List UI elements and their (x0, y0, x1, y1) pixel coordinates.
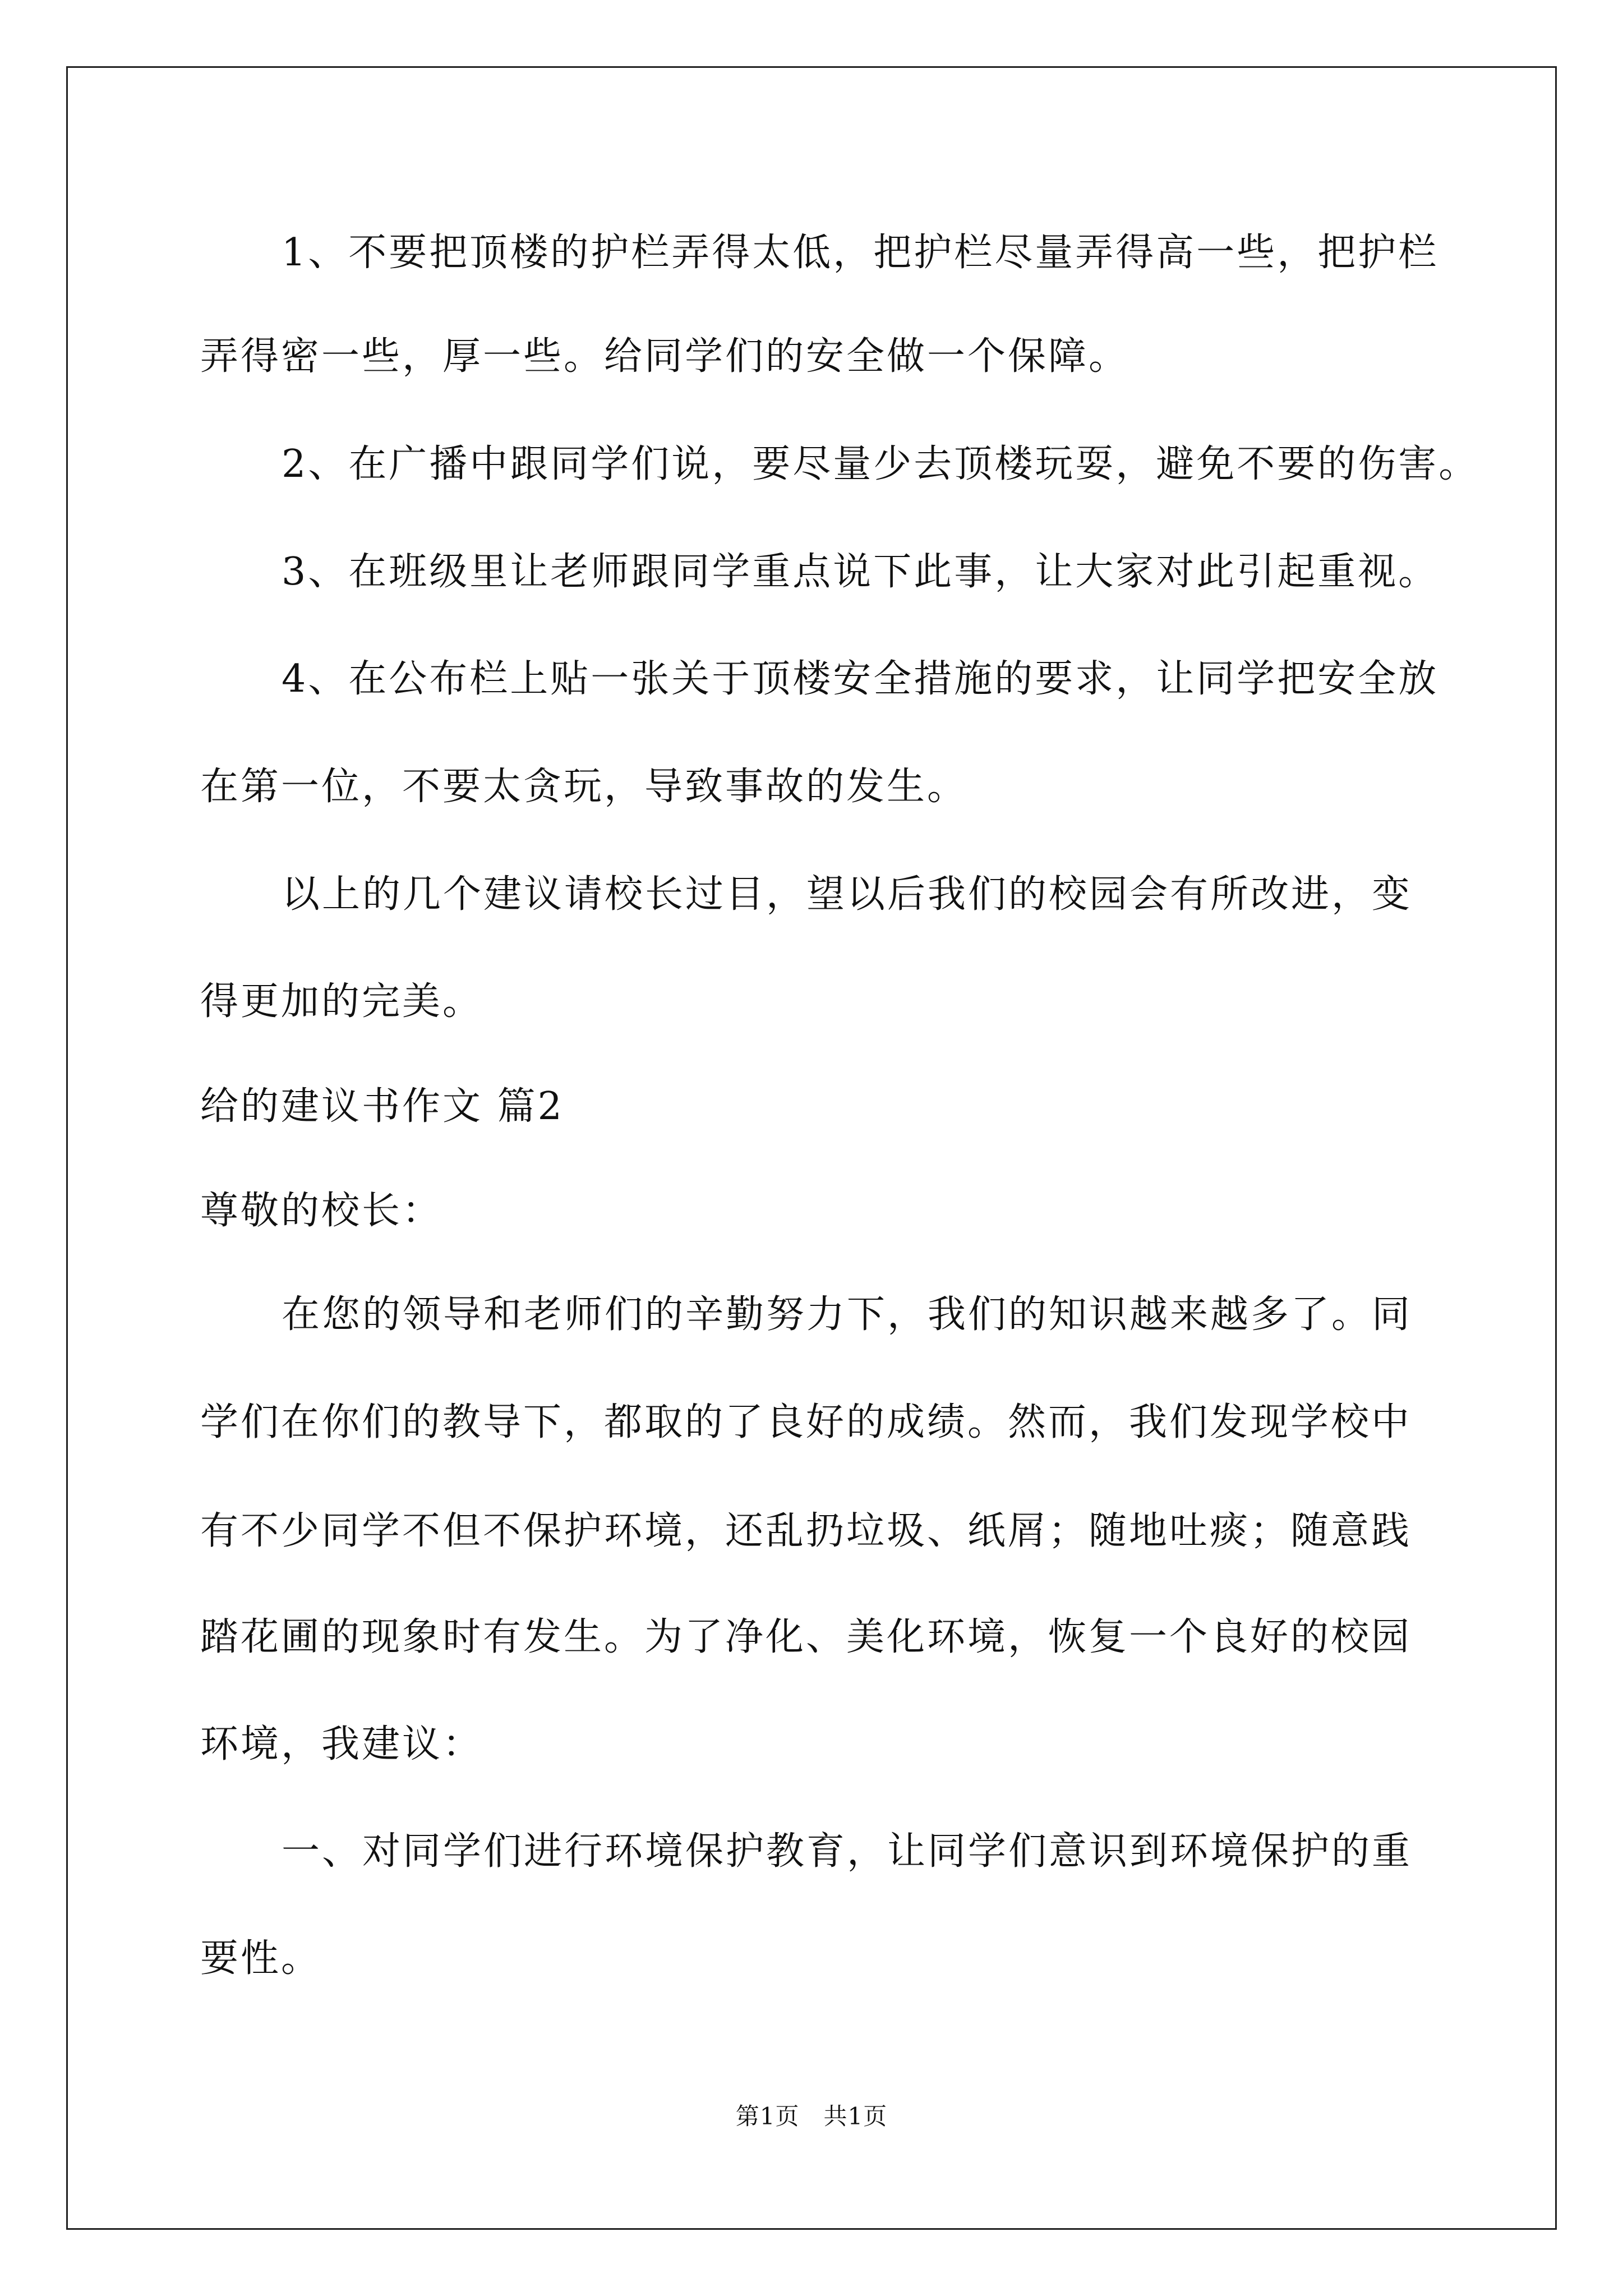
text-line: 一、对同学们进行环境保护教育，让同学们意识到环境保护的重 (282, 1829, 1413, 1874)
text-line: 以上的几个建议请校长过目，望以后我们的校园会有所改进，变 (282, 872, 1413, 917)
text-line: 环境，我建议： (200, 1722, 483, 1766)
text-line: 有不少同学不但不保护环境，还乱扔垃圾、纸屑；随地吐痰；随意践 (200, 1509, 1412, 1553)
text-line: 1、不要把顶楼的护栏弄得太低，把护栏尽量弄得高一些，把护栏 (282, 231, 1439, 275)
text-line: 得更加的完美。 (200, 979, 483, 1024)
text-line: 要性。 (200, 1936, 322, 1981)
text-line: 弄得密一些，厚一些。给同学们的安全做一个保障。 (200, 334, 1129, 379)
salutation: 尊敬的校长： (200, 1189, 443, 1233)
section-heading: 给的建议书作文 篇2 (200, 1084, 564, 1129)
text-line: 踏花圃的现象时有发生。为了净化、美化环境，恢复一个良好的校园 (200, 1615, 1412, 1659)
text-line: 3、在班级里让老师跟同学重点说下此事，让大家对此引起重视。 (282, 550, 1439, 594)
document-body (200, 0, 1479, 2296)
text-line: 2、在广播中跟同学们说，要尽量少去顶楼玩耍，避免不要的伤害。 (282, 442, 1479, 486)
text-line: 学们在你们的教导下，都取的了良好的成绩。然而，我们发现学校中 (200, 1400, 1412, 1444)
page-number-footer: 第1页 共1页 (735, 2102, 888, 2130)
text-line: 在第一位，不要太贪玩，导致事故的发生。 (200, 765, 968, 809)
text-line: 4、在公布栏上贴一张关于顶楼安全措施的要求，让同学把安全放 (282, 657, 1439, 701)
text-line: 在您的领导和老师们的辛勤努力下，我们的知识越来越多了。同 (282, 1292, 1413, 1337)
